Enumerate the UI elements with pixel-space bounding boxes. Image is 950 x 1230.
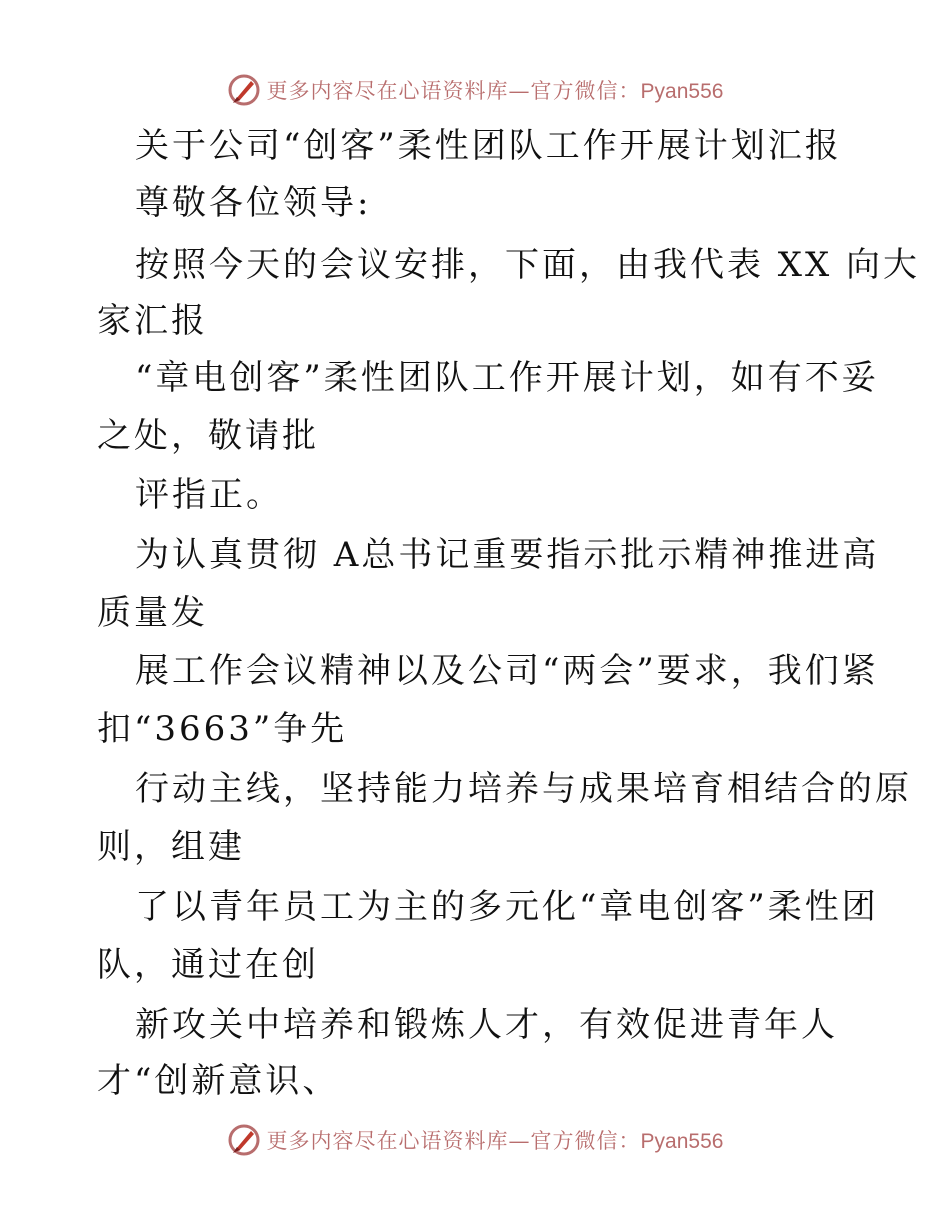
- footer-watermark: [0, 1120, 950, 1160]
- paragraph-line: “章电创客”柔性团队工作开展计划，如有不妥: [135, 358, 879, 398]
- document-title: 关于公司“创客”柔性团队工作开展计划汇报: [135, 126, 842, 166]
- paragraph-line: 按照今天的会议安排，下面，由我代表 XX 向大: [135, 245, 921, 285]
- paragraph-line: 展工作会议精神以及公司“两会”要求，我们紧: [135, 651, 879, 691]
- paragraph-line: 为认真贯彻 A总书记重要指示批示精神推进高: [135, 535, 880, 575]
- paragraph-line: 则，组建: [97, 827, 245, 867]
- paragraph-line: 扣“3663”争先: [97, 709, 348, 749]
- paragraph-line: 质量发: [97, 593, 208, 633]
- paragraph-line: 评指正。: [135, 475, 283, 515]
- paragraph-line: 才“创新意识、: [97, 1061, 340, 1101]
- watermark-text: 更多内容尽在心语资料库—官方微信：Pyan556: [266, 1129, 724, 1153]
- quill-pen-logo-icon: [227, 1123, 261, 1157]
- paragraph-line: 行动主线，坚持能力培养与成果培育相结合的原: [135, 769, 912, 809]
- watermark-text: 更多内容尽在心语资料库—官方微信：Pyan556: [266, 79, 724, 103]
- paragraph-line: 了以青年员工为主的多元化“章电创客”柔性团: [135, 887, 879, 927]
- paragraph-line: 队，通过在创: [97, 945, 319, 985]
- paragraph-line: 家汇报: [97, 301, 208, 341]
- paragraph-line: 新攻关中培养和锻炼人才，有效促进青年人: [135, 1005, 838, 1045]
- paragraph-line: 之处，敬请批: [97, 416, 319, 456]
- salutation: 尊敬各位领导:: [135, 183, 372, 223]
